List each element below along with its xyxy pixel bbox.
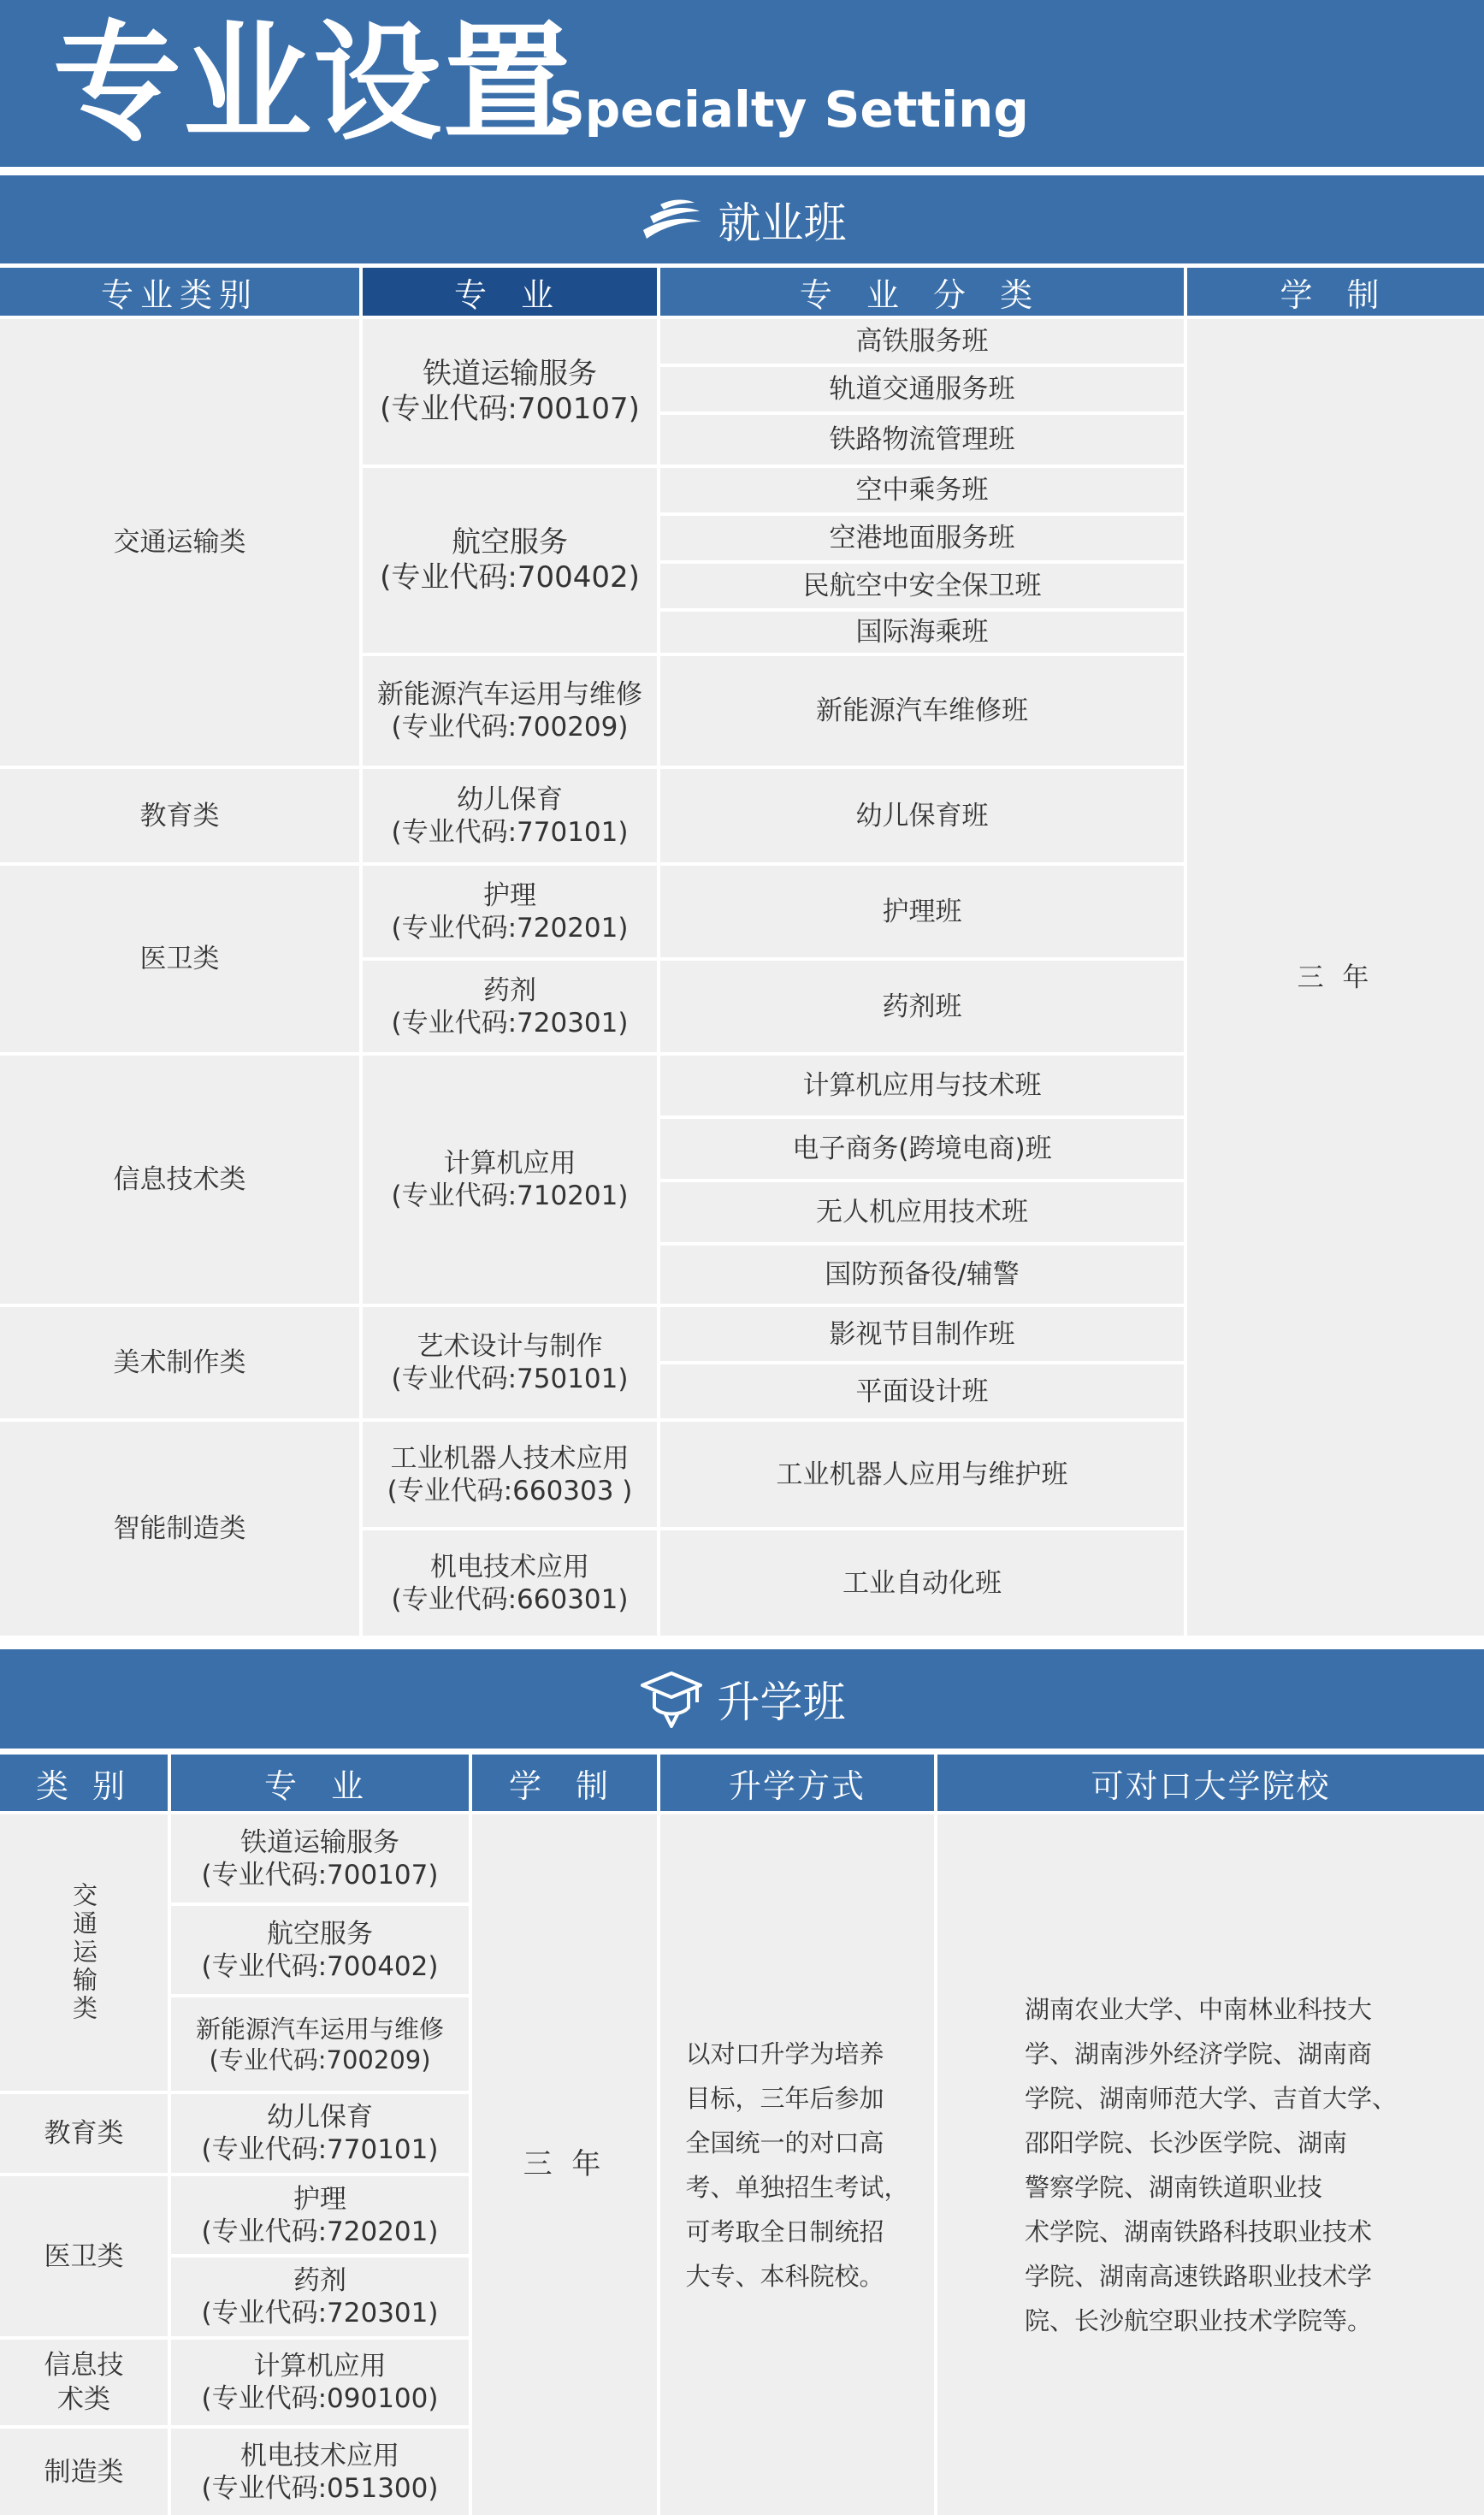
fs-college-line: 学院、湖南师范大学、吉首大学、 — [1024, 2083, 1397, 2113]
fs-college-line: 学院、湖南高速铁路职业技术学 — [1024, 2261, 1372, 2291]
major-code: (专业代码:750101) — [391, 1364, 629, 1394]
fs-major-cell — [171, 1906, 469, 1994]
emp-class-cell: 工业机器人应用与维护班 — [660, 1422, 1184, 1527]
emp-major-cell — [363, 319, 657, 465]
banner-title-en: Specialty Setting — [549, 80, 1029, 139]
fs-college-line: 术学院、湖南铁路科技职业技术 — [1024, 2216, 1372, 2246]
emp-class-cell: 高铁服务班 — [660, 319, 1184, 364]
emp-category-education: 教育类 — [0, 769, 359, 862]
major-name: 幼儿保育 — [457, 784, 563, 815]
fs-major-cell — [171, 2258, 469, 2336]
major-name: 药剂 — [483, 974, 536, 1006]
major-name: 新能源汽车运用与维修 — [195, 2014, 444, 2044]
major-name: 药剂 — [293, 2265, 346, 2296]
major-code: (专业代码:770101) — [201, 2134, 439, 2165]
emp-duration-cell: 三 年 — [1187, 319, 1484, 1636]
major-name: 航空服务 — [267, 1918, 373, 1950]
major-code: (专业代码:700107) — [201, 1859, 439, 1891]
fs-category-education: 教育类 — [0, 2094, 168, 2173]
fs-college-line: 学、湖南涉外经济学院、湖南商 — [1024, 2039, 1372, 2068]
fs-category-transport — [0, 1814, 168, 2091]
fs-method-line: 可考取全日制统招 — [685, 2216, 884, 2246]
emp-class-cell: 国际海乘班 — [660, 612, 1184, 653]
major-code: (专业代码:660301) — [391, 1583, 629, 1615]
emp-major-cell — [363, 1307, 657, 1418]
fs-colleges-cell — [937, 1814, 1484, 2515]
fs-header-category: 类 别 — [0, 1755, 168, 1811]
major-name: 艺术设计与制作 — [417, 1331, 603, 1362]
fs-method-cell — [660, 1814, 934, 2515]
emp-class-cell: 平面设计班 — [660, 1364, 1184, 1418]
emp-category-medical: 医卫类 — [0, 866, 359, 1052]
fs-major-cell — [171, 2429, 469, 2515]
major-code: (专业代码:710201) — [391, 1181, 629, 1211]
emp-class-cell: 轨道交通服务班 — [660, 367, 1184, 411]
emp-class-cell: 空港地面服务班 — [660, 516, 1184, 560]
emp-class-cell: 计算机应用与技术班 — [660, 1056, 1184, 1115]
major-code: (专业代码:720301) — [391, 1007, 629, 1039]
emp-header-major: 专 业 — [363, 268, 657, 316]
fs-college-line: 邵阳学院、长沙医学院、湖南 — [1024, 2127, 1347, 2157]
emp-class-cell: 铁路物流管理班 — [660, 415, 1184, 465]
major-name: 机电技术应用 — [240, 2440, 399, 2471]
emp-class-cell: 电子商务(跨境电商)班 — [660, 1119, 1184, 1179]
emp-class-cell: 无人机应用技术班 — [660, 1182, 1184, 1242]
major-code: (专业代码:090100) — [201, 2383, 439, 2414]
major-name: 新能源汽车运用与维修 — [377, 679, 642, 710]
emp-class-cell: 工业自动化班 — [660, 1530, 1184, 1636]
emp-class-cell: 国防预备役/辅警 — [660, 1246, 1184, 1304]
major-code: (专业代码:700402) — [201, 1950, 439, 1982]
major-name: 机电技术应用 — [430, 1551, 589, 1583]
major-code: (专业代码:700107) — [380, 392, 640, 426]
fs-method-line: 以对口升学为培养 — [685, 2039, 884, 2068]
major-code: (专业代码:700209) — [209, 2045, 431, 2074]
fs-major-cell — [171, 2340, 469, 2425]
major-code: (专业代码:660303 ) — [387, 1475, 633, 1506]
fs-duration-cell: 三 年 — [472, 1814, 657, 2515]
emp-category-it: 信息技术类 — [0, 1056, 359, 1304]
major-name: 护理 — [293, 2183, 346, 2215]
emp-category-manufacturing: 智能制造类 — [0, 1422, 359, 1636]
major-name: 工业机器人技术应用 — [390, 1442, 630, 1474]
fs-method-line: 目标，三年后参加 — [685, 2083, 884, 2113]
emp-major-cell — [363, 961, 657, 1052]
banner-title-cn: 专业设置 — [53, 9, 574, 158]
graduation-cap-icon — [639, 1666, 704, 1731]
emp-header-class-type: 专 业 分 类 — [660, 268, 1184, 316]
fs-category-transport-text: 交通运输类 — [69, 1882, 98, 2023]
fs-header-colleges: 可对口大学院校 — [937, 1755, 1484, 1811]
swoosh-logo-icon — [638, 192, 705, 247]
major-name: 铁道运输服务 — [240, 1826, 399, 1858]
emp-class-cell: 药剂班 — [660, 961, 1184, 1052]
major-name: 计算机应用 — [443, 1148, 576, 1179]
emp-category-transport: 交通运输类 — [0, 319, 359, 766]
emp-class-cell: 民航空中安全保卫班 — [660, 564, 1184, 608]
further-study-section-title: 升学班 — [717, 1678, 846, 1727]
fs-category-it — [0, 2340, 168, 2425]
major-name: 航空服务 — [452, 525, 568, 559]
fs-category-manufacturing: 制造类 — [0, 2429, 168, 2515]
fs-major-cell — [171, 2094, 469, 2173]
emp-major-cell — [363, 1530, 657, 1636]
fs-colleges-text — [1025, 1987, 1397, 2343]
top-banner — [0, 0, 1484, 167]
further-study-section-header — [0, 1649, 1484, 1749]
fs-method-line: 大专、本科院校。 — [685, 2261, 884, 2291]
emp-class-cell: 护理班 — [660, 866, 1184, 957]
emp-category-art: 美术制作类 — [0, 1307, 359, 1418]
emp-class-cell: 影视节目制作班 — [660, 1307, 1184, 1361]
fs-category-it-text: 信息技术类 — [44, 2350, 124, 2415]
emp-major-cell — [363, 656, 657, 766]
fs-header-major: 专 业 — [171, 1755, 469, 1811]
major-name: 铁道运输服务 — [423, 357, 597, 391]
fs-method-text — [685, 2032, 908, 2299]
fs-major-cell — [171, 2176, 469, 2254]
fs-college-line: 湖南农业大学、中南林业科技大 — [1024, 1994, 1372, 2024]
fs-header-duration: 学 制 — [472, 1755, 657, 1811]
emp-header-category: 专业类别 — [0, 268, 359, 316]
major-code: (专业代码:720201) — [391, 912, 629, 944]
emp-major-cell — [363, 1056, 657, 1304]
major-code: (专业代码:770101) — [391, 816, 629, 848]
employment-section-title: 就业班 — [718, 198, 847, 248]
major-name: 幼儿保育 — [267, 2102, 373, 2133]
emp-major-cell — [363, 468, 657, 653]
major-code: (专业代码:720201) — [201, 2216, 439, 2247]
fs-major-cell — [171, 1997, 469, 2091]
emp-header-duration: 学 制 — [1187, 268, 1484, 316]
fs-category-medical: 医卫类 — [0, 2176, 168, 2336]
emp-major-cell — [363, 1422, 657, 1527]
major-name: 计算机应用 — [253, 2351, 387, 2382]
major-code: (专业代码:700209) — [391, 712, 629, 743]
fs-method-line: 全国统一的对口高 — [685, 2127, 884, 2157]
emp-major-cell — [363, 769, 657, 862]
fs-method-line: 考、单独招生考试， — [685, 2172, 909, 2202]
fs-college-line: 警察学院、湖南铁道职业技 — [1024, 2172, 1322, 2202]
fs-header-method: 升学方式 — [660, 1755, 934, 1811]
emp-major-cell — [363, 866, 657, 957]
emp-class-cell: 空中乘务班 — [660, 468, 1184, 512]
fs-college-line: 院、长沙航空职业技术学院等。 — [1024, 2305, 1372, 2335]
fs-major-cell — [171, 1814, 469, 1903]
emp-class-cell: 幼儿保育班 — [660, 769, 1184, 862]
major-code: (专业代码:051300) — [201, 2472, 439, 2504]
major-code: (专业代码:700402) — [380, 560, 640, 595]
major-code: (专业代码:720301) — [201, 2298, 439, 2329]
employment-section-header — [0, 175, 1484, 263]
emp-class-cell: 新能源汽车维修班 — [660, 656, 1184, 766]
major-name: 护理 — [483, 879, 536, 911]
